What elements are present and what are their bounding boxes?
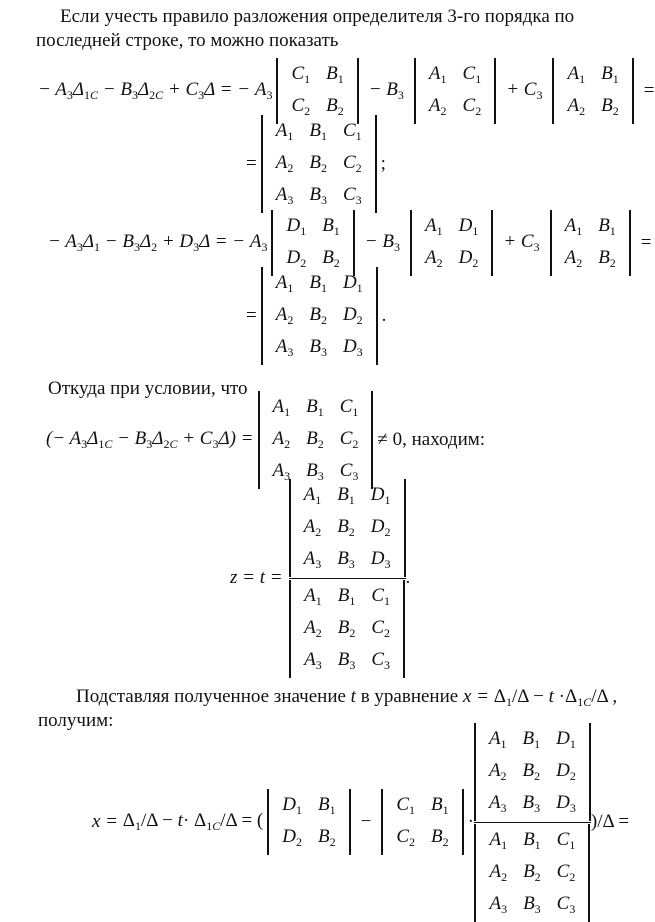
determinant-2x2: $C_1$ $B_1$ $C_2$ $B_2$ — [381, 789, 463, 855]
condition-equation: (− $A_3\Delta_{1C} - B_3\Delta_{2C} + C_3\Delta$) = $A_1$ $B_1$ $C_1$ $A_2$ $B_2$ $C_2$ $A_3$ $B_3$ $C_3$ ≠ 0, находим: — [46, 398, 485, 482]
determinant-2x2: $A_1$ $B_1$ $A_2$ $B_2$ — [550, 210, 631, 276]
determinant-2x2: $A_1$ $D_1$ $A_2$ $D_2$ — [410, 210, 493, 276]
determinant-3x3: $A_1$ $B_1$ $D_1$ $A_2$ $B_2$ $D_2$ $A_3$ $B_3$ $D_3$ — [289, 479, 406, 577]
paragraph-2-line-1: Откуда при условии, что — [48, 378, 248, 399]
paragraph-3-line-1: Подставляя полученное значение t в уравнение $x = \Delta_1/\Delta - t \cdot\Delta_{1C}/\Delta$ , — [76, 686, 618, 709]
paragraph-3-line-2: получим: — [38, 710, 114, 731]
fraction-bar — [474, 822, 591, 823]
determinant-3x3: $A_1$ $B_1$ $C_1$ $A_2$ $B_2$ $C_2$ $A_3$ $B_3$ $C_3$ — [261, 115, 377, 213]
determinant-3x3: $A_1$ $B_1$ $C_1$ $A_2$ $B_2$ $C_2$ $A_3$ $B_3$ $C_3$ — [474, 824, 590, 922]
neq-text: ≠ 0, находим: — [377, 429, 486, 450]
determinant-3x3: $A_1$ $B_1$ $C_1$ $A_2$ $B_2$ $C_2$ $A_3$ $B_3$ $C_3$ — [258, 391, 374, 489]
equation-1-row-1: − $A_3\Delta_{1C} - B_3\Delta_{2C} + C_3\Delta$ = − $A_3$ $C_1$ $B_1$ $C_2$ $B_2$ − $B_3$ $A_1$ $C_1$ $A_2$ $C_2$ + $C_3$ $A_1$ $B_1$ $A_2$ $B_2$ = — [38, 60, 655, 122]
equation-2-row-2: = $A_1$ $B_1$ $D_1$ $A_2$ $B_2$ $D_2$ $A_3$ $B_3$ $D_3$ . — [246, 274, 386, 358]
z-equals-t-fraction: z = t = $A_1$ $B_1$ $D_1$ $A_2$ $B_2$ $D_2$ $A_3$ $B_3$ $D_3$ $A_1$ $B_1$ $C_1$ $A_2$ $B_2$ $C_2$ $A_3$ $B_3$ $C_3$ . — [230, 492, 410, 664]
determinant-3x3: $A_1$ $B_1$ $C_1$ $A_2$ $B_2$ $C_2$ $A_3$ $B_3$ $C_3$ — [289, 580, 405, 678]
fraction-bar — [289, 578, 406, 579]
determinant-3x3: $A_1$ $B_1$ $D_1$ $A_2$ $B_2$ $D_2$ $A_3$ $B_3$ $D_3$ — [474, 723, 591, 821]
determinant-2x2: $D_1$ $B_1$ $D_2$ $B_2$ — [267, 789, 350, 855]
equation-2-row-1: − $A_3\Delta_1 - B_3\Delta_2 + D_3\Delta$ = − $A_3$ $D_1$ $B_1$ $D_2$ $B_2$ − $B_3$ $A_1$ $D_1$ $A_2$ $D_2$ + $C_3$ $A_1$ $B_1$ $A_2$ $B_2$ = — [48, 212, 655, 274]
determinant-2x2: $A_1$ $C_1$ $A_2$ $C_2$ — [414, 58, 496, 124]
determinant-3x3: $A_1$ $B_1$ $D_1$ $A_2$ $B_2$ $D_2$ $A_3$ $B_3$ $D_3$ — [261, 267, 378, 365]
paragraph-1-line-1: Если учесть правило разложения определителя 3-го порядка по — [60, 6, 575, 27]
equation-1-row-2: = $A_1$ $B_1$ $C_1$ $A_2$ $B_2$ $C_2$ $A_3$ $B_3$ $C_3$ ; — [246, 122, 386, 206]
final-equation: x = $\Delta_1/\Delta - t\cdot \Delta_{1C}/\Delta$ = ( $D_1$ $B_1$ $D_2$ $B_2$ − $C_1$ $B_1$ $C_2$ $B_2$ · $A_1$ $B_1$ $D_1$ $A_2$ $B_2$ $D_2$ $A_3$ $B_3$ $D_3$ $A_1$ $B_1$ $C_1$ $A_2$ $B_2$ $C_2$ $A_3$ $B_3$ $C_3$ )/Δ = — [92, 736, 629, 908]
paragraph-1-line-2: последней строке, то можно показать — [36, 30, 339, 51]
determinant-2x2: $A_1$ $B_1$ $A_2$ $B_2$ — [552, 58, 633, 124]
determinant-2x2: $C_1$ $B_1$ $C_2$ $B_2$ — [276, 58, 358, 124]
determinant-2x2: $D_1$ $B_1$ $D_2$ $B_2$ — [271, 210, 354, 276]
